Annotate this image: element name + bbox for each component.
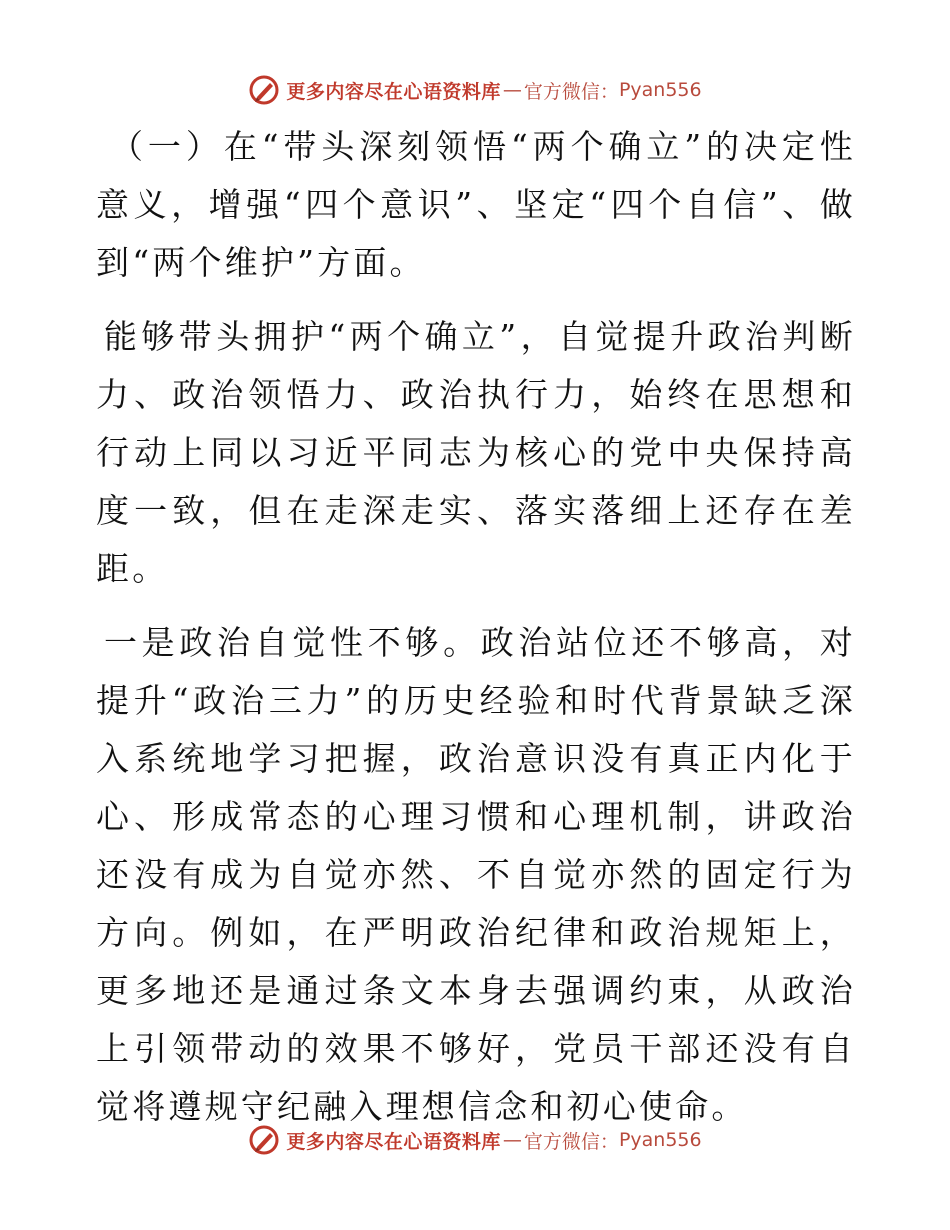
pen-circle-logo-icon — [248, 1124, 280, 1156]
document-body — [96, 118, 856, 1152]
body-paragraph: 能够带头拥护“两个确立”，自觉提升政治判断力、政治领悟力、政治执行力，始终在思想和行动上同以习近平同志为核心的党中央保持高度一致，但在走深走实、落实落细上还存在差距。 — [96, 317, 856, 588]
pen-circle-logo-icon — [248, 74, 280, 106]
section-heading: （一）在“带头深刻领悟“两个确立”的决定性意义，增强“四个意识”、坚定“四个自信”、做到“两个维护”方面。 — [96, 127, 856, 282]
footer-separator: — — [502, 1129, 522, 1151]
body-paragraph: 一是政治自觉性不够。政治站位还不够高，对提升“政治三力”的历史经验和时代背景缺乏深入系统地学习把握，政治意识没有真正内化于心、形成常态的心理习惯和心理机制，讲政治还没有成为自觉亦然、不自觉亦然的固定行为方向。例如，在严明政治纪律和政治规矩上，更多地还是通过条文本身去强调约束，从政治上引领带动的效果不够好，党员干部还没有自觉将遵规守纪融入理想信念和初心使命。 — [96, 623, 856, 1126]
footer-watermark — [0, 1122, 950, 1158]
header-brand-text: 更多内容尽在心语资料库 — [286, 80, 501, 103]
footer-wechat-label: 官方微信： — [523, 1130, 619, 1153]
header-separator: — — [502, 79, 522, 101]
header-watermark — [0, 72, 950, 108]
header-wechat-label: 官方微信： — [523, 80, 619, 103]
footer-wechat-handle: Pyan556 — [618, 1129, 702, 1151]
footer-brand-text: 更多内容尽在心语资料库 — [286, 1130, 501, 1153]
header-wechat-handle: Pyan556 — [618, 79, 702, 101]
